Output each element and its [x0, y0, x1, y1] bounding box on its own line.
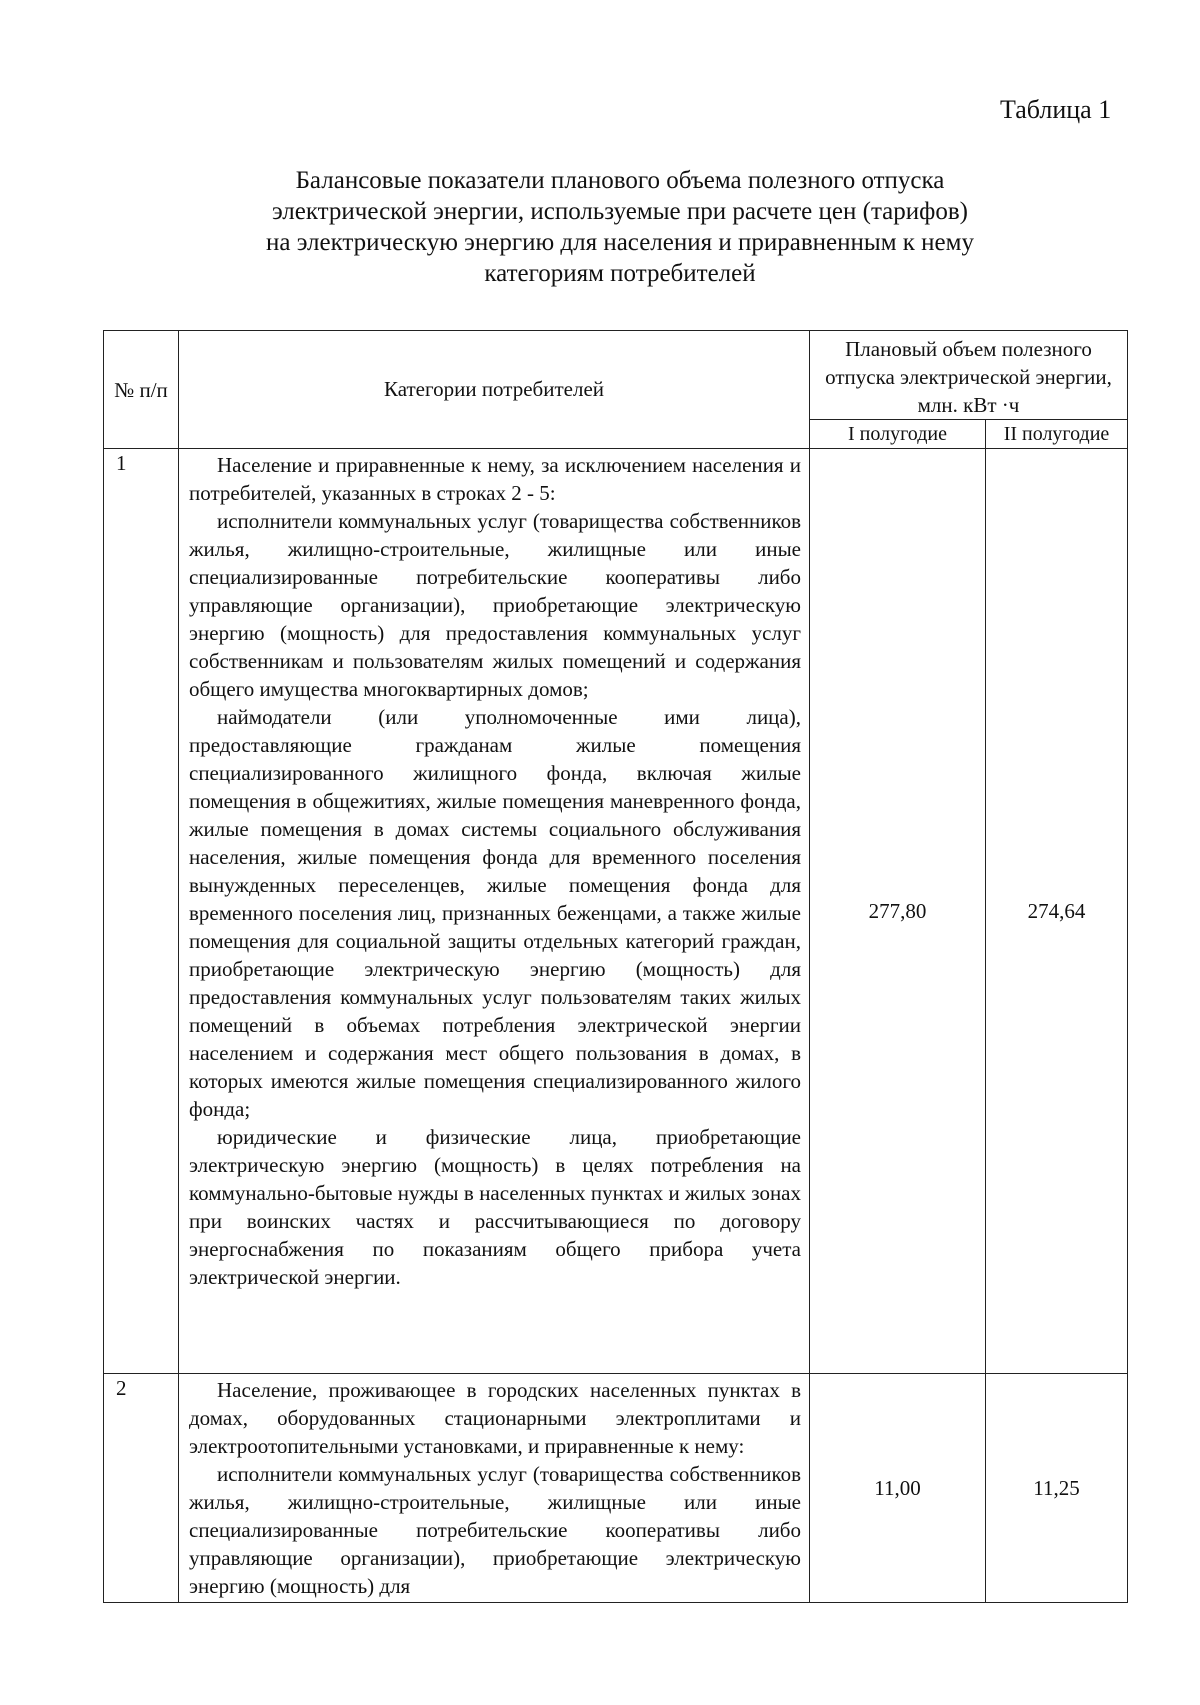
table-label: Таблица 1	[1000, 95, 1112, 124]
row-value-h2: 11,25	[986, 1374, 1128, 1603]
balance-table	[103, 330, 1128, 1603]
header-category: Категории потребителей	[179, 331, 810, 449]
header-volume: Плановый объем полезного отпуска электрической энергии, млн. кВт ·ч	[810, 331, 1128, 420]
category-paragraph: Население, проживающее в городских населенных пунктах в домах, оборудованных стационарными электроплитами и электроотопительными установками, и приравненные к нему:	[189, 1378, 801, 1458]
title-line: на электрическую энергию для населения и приравненным к нему	[266, 229, 974, 256]
header-num: № п/п	[104, 331, 179, 449]
category-paragraph: юридические и физические лица, приобретающие электрическую энергию (мощность) в целях потребления на коммунально-бытовые нужды в населенных пунктах и жилых зонах при воинских частях и рассчитывающиеся по договору энергоснабжения по показаниям общего прибора учета электрической энергии.	[189, 1125, 801, 1289]
category-paragraph: Население и приравненные к нему, за исключением населения и потребителей, указанных в строках 2 - 5:	[189, 453, 801, 505]
row-category	[179, 1374, 810, 1603]
row-value-h2: 274,64	[986, 449, 1128, 1374]
category-paragraph: исполнители коммунальных услуг (товарищества собственников жилья, жилищно-строительные, жилищные или иные специализированные потребительские кооперативы либо управляющие организации), приобретающие электрическую энергию (мощность) для предоставления коммунальных услуг собственникам и пользователям жилых помещений и содержания общего имущества многоквартирных домов;	[189, 509, 801, 701]
category-paragraph: исполнители коммунальных услуг (товарищества собственников жилья, жилищно-строительные, жилищные или иные специализированные потребительские кооперативы либо управляющие организации), приобретающие электрическую энергию (мощность) для	[189, 1462, 801, 1598]
title-line: Балансовые показатели планового объема полезного отпуска	[295, 167, 945, 194]
row-value-h1: 11,00	[810, 1374, 986, 1603]
category-paragraph: наймодатели (или уполномоченные ими лица), предоставляющие гражданам жилые помещения специализированного жилищного фонда, включая жилые помещения в общежитиях, жилые помещения маневренного фонда, жилые помещения в домах системы социального обслуживания населения, жилые помещения фонда для временного поселения вынужденных переселенцев, жилые помещения фонда для временного поселения лиц, признанных беженцами, а также жилые помещения для социальной защиты отдельных категорий граждан, приобретающие электрическую энергию (мощность) для предоставления коммунальных услуг пользователям таких жилых помещений в объемах потребления электрической энергии населением и содержания мест общего пользования в домах, в которых имеются жилые помещения специализированного жилого фонда;	[189, 705, 801, 1121]
table-row	[104, 1374, 1128, 1603]
header-h2: II полугодие	[986, 420, 1128, 449]
header-h1: I полугодие	[810, 420, 986, 449]
row-value-h1: 277,80	[810, 449, 986, 1374]
table-row	[104, 449, 1128, 1374]
title-line: электрической энергии, используемые при расчете цен (тарифов)	[272, 198, 968, 225]
title-line: категориям потребителей	[484, 260, 756, 287]
row-number: 2	[104, 1374, 179, 1603]
table-title	[150, 165, 1090, 289]
header-row	[104, 331, 1128, 420]
row-number: 1	[104, 449, 179, 1374]
row-category	[179, 449, 810, 1374]
